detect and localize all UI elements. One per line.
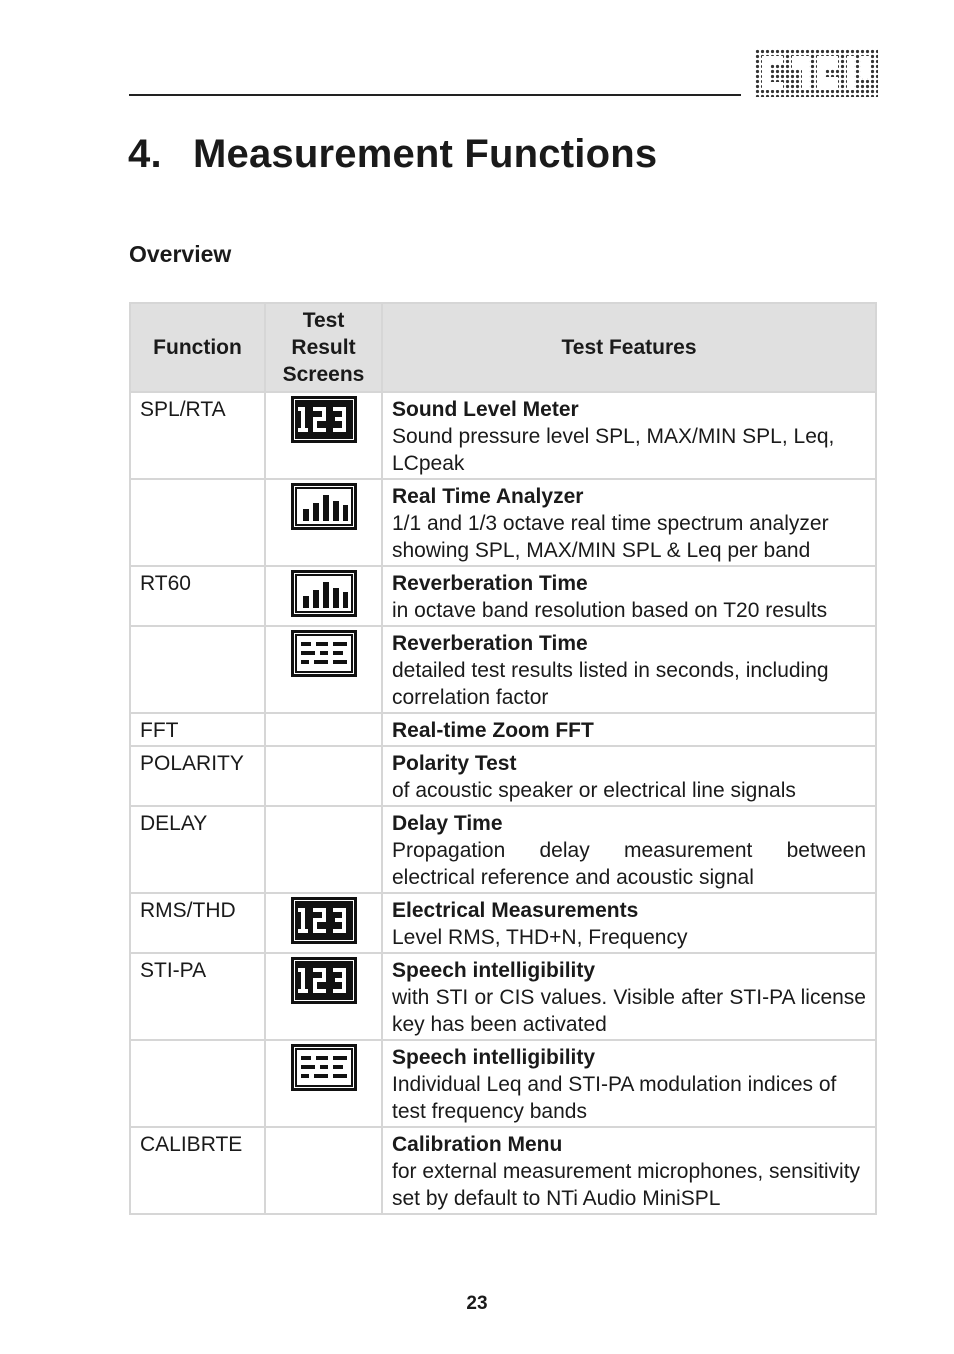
table-row bbox=[130, 746, 876, 806]
table-row bbox=[130, 806, 876, 893]
screen-cell bbox=[265, 566, 382, 626]
screen-cell bbox=[265, 953, 382, 1040]
function-cell bbox=[130, 479, 265, 566]
chapter-title-text: Measurement Functions bbox=[193, 132, 658, 176]
feature-title: Polarity Test bbox=[392, 752, 517, 775]
measurement-functions-table bbox=[129, 302, 877, 1215]
chapter-title bbox=[128, 132, 657, 177]
screen-cell bbox=[265, 806, 382, 893]
feature-title: Real-time Zoom FFT bbox=[392, 719, 594, 742]
screen-cell bbox=[265, 1040, 382, 1127]
company-logo bbox=[755, 49, 878, 97]
table-header-row bbox=[130, 303, 876, 392]
function-cell: RMS/THD bbox=[130, 893, 265, 953]
features-cell bbox=[382, 1127, 876, 1214]
function-cell: RT60 bbox=[130, 566, 265, 626]
screen-cell bbox=[265, 392, 382, 479]
page-number: 23 bbox=[466, 1293, 488, 1314]
feature-title: Real Time Analyzer bbox=[392, 485, 584, 508]
table-row bbox=[130, 626, 876, 713]
table-row bbox=[130, 713, 876, 746]
feature-description: of acoustic speaker or electrical line signals bbox=[392, 779, 796, 802]
features-cell bbox=[382, 479, 876, 566]
features-cell bbox=[382, 1040, 876, 1127]
function-cell: STI-PA bbox=[130, 953, 265, 1040]
header-screens-line-1: Test bbox=[302, 309, 345, 332]
bar-graph-icon bbox=[291, 570, 357, 617]
screen-cell bbox=[265, 626, 382, 713]
header-screens-line-2: Result bbox=[291, 336, 356, 359]
features-cell bbox=[382, 626, 876, 713]
features-cell bbox=[382, 713, 876, 746]
numeric-result-icon bbox=[291, 957, 357, 1004]
function-cell: DELAY bbox=[130, 806, 265, 893]
numeric-result-icon bbox=[291, 897, 357, 944]
header-function: Function bbox=[130, 303, 265, 392]
screen-cell bbox=[265, 1127, 382, 1214]
table-row bbox=[130, 1127, 876, 1214]
function-cell: POLARITY bbox=[130, 746, 265, 806]
table-row bbox=[130, 953, 876, 1040]
feature-description: detailed test results listed in seconds, including correlation factor bbox=[392, 659, 829, 709]
header-rule bbox=[129, 94, 741, 96]
feature-title: Reverberation Time bbox=[392, 632, 588, 655]
chapter-number: 4. bbox=[128, 132, 162, 176]
section-title: Overview bbox=[129, 241, 232, 267]
feature-description: Level RMS, THD+N, Frequency bbox=[392, 926, 688, 949]
feature-description: 1/1 and 1/3 octave real time spectrum analyzer showing SPL, MAX/MIN SPL & Leq per band bbox=[392, 512, 829, 562]
header-screens-line-3: Screens bbox=[282, 363, 365, 386]
header-test-features: Test Features bbox=[382, 303, 876, 392]
screen-cell bbox=[265, 479, 382, 566]
feature-description: for external measurement microphones, sensitivity set by default to NTi Audio MiniSPL bbox=[392, 1160, 861, 1210]
feature-description: with STI or CIS values. Visible after STI-PA license key has been activated bbox=[392, 986, 866, 1036]
feature-description: Individual Leq and STI-PA modulation indices of test frequency bands bbox=[392, 1073, 837, 1123]
table-row bbox=[130, 1040, 876, 1127]
screen-cell bbox=[265, 713, 382, 746]
features-cell bbox=[382, 392, 876, 479]
feature-description: Propagation delay measurement between electrical reference and acoustic signal bbox=[392, 839, 866, 889]
function-cell bbox=[130, 1040, 265, 1127]
function-cell: CALIBRTE bbox=[130, 1127, 265, 1214]
feature-title: Speech intelligibility bbox=[392, 1046, 596, 1069]
numeric-result-icon bbox=[291, 396, 357, 443]
table-row bbox=[130, 893, 876, 953]
table-row bbox=[130, 479, 876, 566]
feature-title: Electrical Measurements bbox=[392, 899, 639, 922]
screen-cell bbox=[265, 893, 382, 953]
feature-title: Delay Time bbox=[392, 812, 503, 835]
bar-graph-icon bbox=[291, 483, 357, 530]
features-cell bbox=[382, 746, 876, 806]
features-cell bbox=[382, 953, 876, 1040]
table-row bbox=[130, 392, 876, 479]
features-cell bbox=[382, 566, 876, 626]
function-cell bbox=[130, 626, 265, 713]
function-cell: FFT bbox=[130, 713, 265, 746]
table-list-icon bbox=[291, 1044, 357, 1091]
feature-title: Sound Level Meter bbox=[392, 398, 579, 421]
features-cell bbox=[382, 893, 876, 953]
feature-title: Speech intelligibility bbox=[392, 959, 596, 982]
header-test-result-screens bbox=[265, 303, 382, 392]
feature-title: Calibration Menu bbox=[392, 1133, 563, 1156]
table-list-icon bbox=[291, 630, 357, 677]
screen-cell bbox=[265, 746, 382, 806]
table-row bbox=[130, 566, 876, 626]
feature-description: Sound pressure level SPL, MAX/MIN SPL, Leq, LCpeak bbox=[392, 425, 835, 475]
features-cell bbox=[382, 806, 876, 893]
feature-description: in octave band resolution based on T20 results bbox=[392, 599, 828, 622]
function-cell: SPL/RTA bbox=[130, 392, 265, 479]
feature-title: Reverberation Time bbox=[392, 572, 588, 595]
